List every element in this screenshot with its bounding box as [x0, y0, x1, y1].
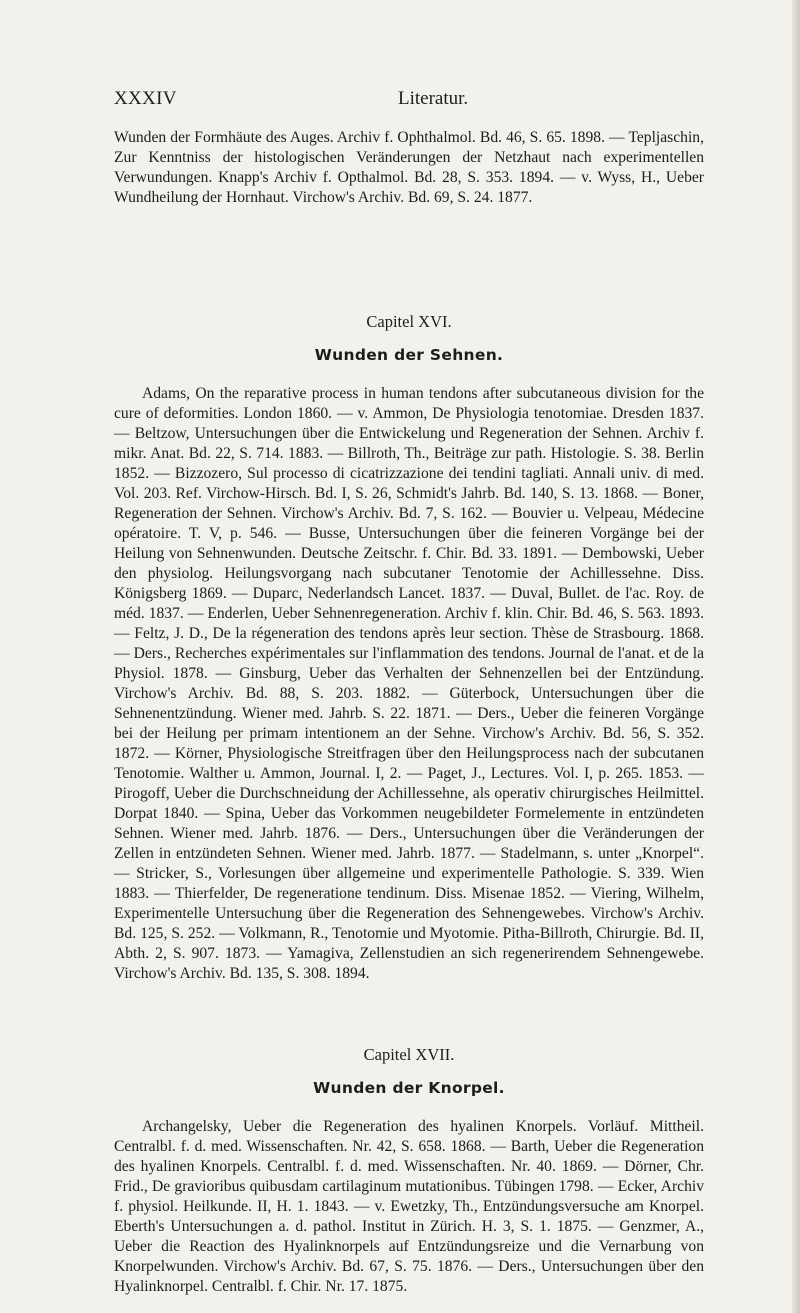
references-paragraph: Adams, On the reparative process in human tendons after subcutaneous division for the cure of deformities. London 1860. — v. Ammon, De Physiologia tenotomiae. Dresden 1837. — Beltzow, Untersuchungen über die Entwickelung und Regeneration der Sehnen. Archiv f. mikr. Anat. Bd. 22, S. 714. 1883. — Billroth, Th., Beiträge zur path. Histologie. S. 38. Berlin 1852. — Bizzozero, Sul processo di cicatrizzazione dei tendini tagliati. Annali univ. di med. Vol. 203. Ref. Virchow-Hirsch. Bd. I, S. 26, Schmidt's Jahrb. Bd. 140, S. 13. 1868. — Boner, Regeneration der Sehnen. Virchow's Archiv. Bd. 7, S. 162. — Bouvier u. Velpeau, Médecine opératoire. T. V, p. 546. — Busse, Untersuchungen über die feineren Vorgänge bei der Heilung von Sehnenwunden. Deutsche Zeitschr. f. Chir. Bd. 33. 1891. — Dembowski, Ueber den physiolog. Heilungsvorgang nach subcutaner Tenotomie der Achillessehne. Diss. Königsberg 1869. — Duparc, Nederlandsch Lancet. 1837. — Duval, Bullet. de l'ac. Roy. de méd. 1837. — Enderlen, Ueber Sehnenregeneration. Archiv f. klin. Chir. Bd. 46, S. 563. 1893. — Feltz, J. D., De la régeneration des tendons après leur section. Thèse de Strasbourg. 1868. — Ders., Recherches expérimentales sur l'inflammation des tendons. Journal de l'anat. et de la Physiol. 1878. — Ginsburg, Ueber das Verhalten der Sehnenzellen bei der Entzündung. Virchow's Archiv. Bd. 88, S. 203. 1882. — Güterbock, Untersuchungen über die Sehnenentzündung. Wiener med. Jahrb. S. 22. 1871. — Ders., Ueber die feineren Vorgänge bei der Heilung per primam intentionem an der Sehne. Virchow's Archiv. Bd. 56, S. 352. 1872. — Körner, Physiologische Streitfragen über den Heilungsprocess nach der subcutanen Tenotomie. Walther u. Ammon, Journal. I, 2. — Paget, J., Lectures. Vol. I, p. 265. 1853. — Pirogoff, Ueber die Durchschneidung der Achillessehne, als operativ chirurgisches Heilmittel. Dorpat 1840. — Spina, Ueber das Vorkommen neugebildeter Formelemente in entzündeten Sehnen. Wiener med. Jahrb. 1876. — Ders., Untersuchungen über die Veränderungen der Zellen in entzündeten Sehnen. Wiener med. Jahrb. 1877. — Stadelmann, s. unter „Knorpel“. — Stricker, S., Vorlesungen über allgemeine und experimentelle Pathologie. S. 339. Wien 1883. — Thierfelder, De regeneratione tendinum. Diss. Misenae 1852. — Viering, Wilhelm, Experimentelle Untersuchung über die Regeneration des Sehnengewebes. Virchow's Archiv. Bd. 125, S. 252. — Volkmann, R., Tenotomie und Myotomie. Pitha-Billroth, Chirurgie. Bd. II, Abth. 2, S. 907. 1873. — Yamagiva, Zellenstudien an sich regenerirendem Sehnengewebe. Virchow's Archiv. Bd. 135, S. 308. 1894.	[114, 385, 704, 982]
references-paragraph: Wunden der Formhäute des Auges. Archiv f. Ophthalmol. Bd. 46, S. 65. 1898. — Tepljaschin, Zur Kenntniss der histologischen Veränderungen der Netzhaut nach experimentellen Verwundungen. Knapp's Archiv f. Opthalmol. Bd. 28, S. 353. 1894. — v. Wyss, H., Ueber Wundheilung der Hornhaut. Virchow's Archiv. Bd. 69, S. 24. 1877.	[114, 129, 704, 206]
chapter-references	[114, 1117, 704, 1297]
page-edge	[792, 0, 800, 1313]
chapter-references	[114, 384, 704, 984]
chapter-label: Capitel XVI.	[366, 312, 452, 331]
page-number: XXXIV	[114, 88, 177, 109]
page-header	[114, 88, 696, 114]
chapter-title: Wunden der Sehnen.	[314, 346, 504, 364]
references-paragraph: Archangelsky, Ueber die Regeneration des hyalinen Knorpels. Vorläuf. Mittheil. Centralbl. f. d. med. Wissenschaften. Nr. 42, S. 658. 1868. — Barth, Ueber die Regeneration des hyalinen Knorpels. Centralbl. f. d. med. Wissenschaften. Nr. 40. 1869. — Dörner, Chr. Frid., De gravioribus quibusdam cartilaginum mutationibus. Tübingen 1798. — Ecker, Archiv f. physiol. Heilkunde. II, H. 1. 1843. — v. Ewetzky, Th., Entzündungsversuche am Knorpel. Eberth's Untersuchungen a. d. pathol. Institut in Zürich. H. 3, S. 1. 1875. — Genzmer, A., Ueber die Reaction des Hyalinknorpels auf Entzündungsreize und die Vernarbung von Knorpelwunden. Virchow's Archiv. Bd. 67, S. 75. 1876. — Ders., Untersuchungen über den Hyalinknorpel. Centralbl. f. Chir. Nr. 17. 1875.	[114, 1118, 704, 1295]
running-title: Literatur.	[398, 88, 469, 109]
chapter-title: Wunden der Knorpel.	[313, 1079, 505, 1097]
continued-references	[114, 128, 704, 208]
chapter-label: Capitel XVII.	[363, 1045, 455, 1064]
